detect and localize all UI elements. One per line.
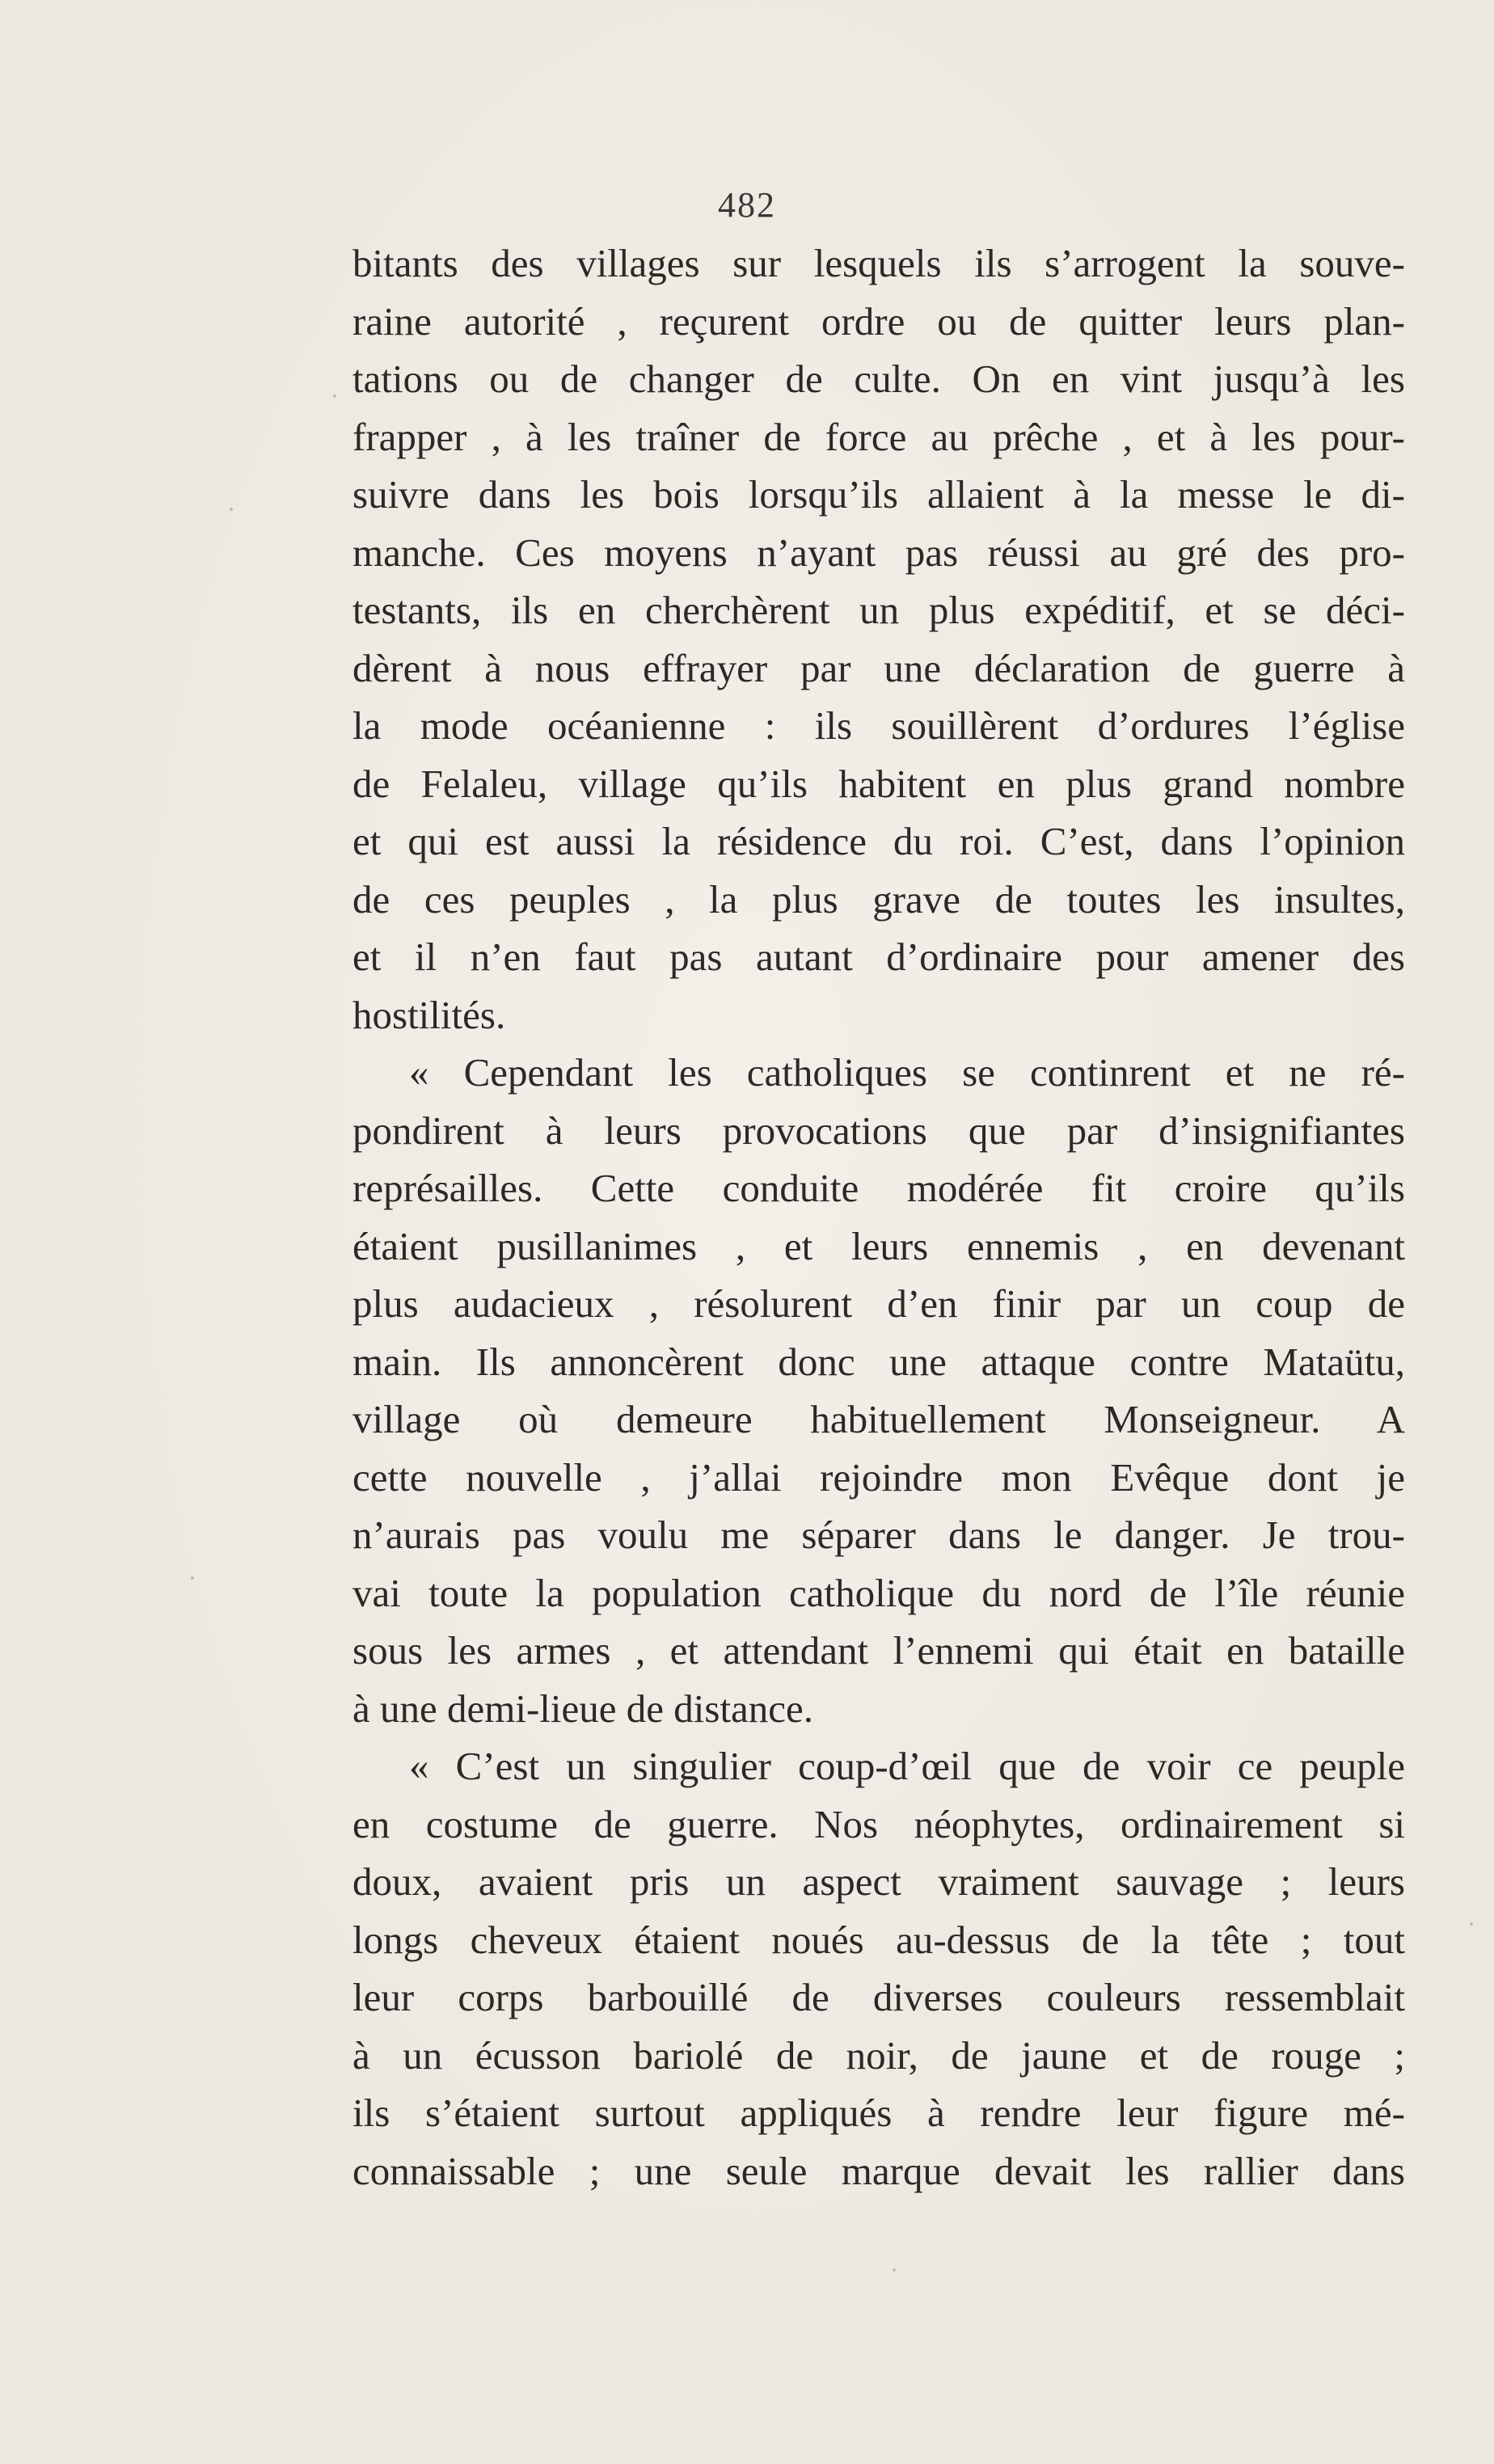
text-line: à un écusson bariolé de noir, de jaune et de rouge ;	[352, 2032, 1405, 2078]
text-line: manche. Ces moyens n’ayant pas réussi au gré des pro-	[352, 530, 1405, 575]
page-number: 482	[718, 185, 776, 225]
text-line: étaient pusillanimes , et leurs ennemis , en devenant	[352, 1223, 1405, 1268]
text-line: village où demeure habituellement Monseigneur. A	[352, 1397, 1405, 1441]
paragraph-end-line: hostilités.	[352, 992, 506, 1037]
text-line: de ces peuples , la plus grave de toutes les insultes,	[352, 876, 1405, 922]
paragraph-start-line: « Cependant les catholiques se continrent et ne ré-	[409, 1050, 1405, 1095]
text-line: vai toute la population catholique du nord de l’île réunie	[352, 1570, 1405, 1615]
text-line: de Felaleu, village qu’ils habitent en plus grand nombre	[352, 761, 1405, 806]
paper-speck	[1470, 1922, 1473, 1926]
text-line: tations ou de changer de culte. On en vint jusqu’à les	[352, 357, 1405, 401]
text-line: ils s’étaient surtout appliqués à rendre leur figure mé-	[352, 2091, 1405, 2135]
text-line: en costume de guerre. Nos néophytes, ordinairement si	[352, 1801, 1405, 1846]
paper-speck	[191, 1576, 194, 1580]
text-line: dèrent à nous effrayer par une déclaration de guerre à	[352, 645, 1405, 690]
text-line: leur corps barbouillé de diverses couleurs ressemblait	[352, 1975, 1405, 2019]
text-line: testants, ils en cherchèrent un plus expéditif, et se déci-	[352, 588, 1405, 632]
text-line: frapper , à les traîner de force au prêche , et à les pour-	[352, 414, 1405, 459]
paragraph-start-line: « C’est un singulier coup-d’œil que de voir ce peuple	[409, 1744, 1405, 1788]
paragraph-end-line: à une demi-lieue de distance.	[352, 1686, 814, 1731]
text-line: et qui est aussi la résidence du roi. C’est, dans l’opinion	[352, 819, 1405, 863]
paper-speck	[230, 508, 233, 511]
paper-speck	[893, 2268, 896, 2272]
text-line: pondirent à leurs provocations que par d’insignifiantes	[352, 1108, 1405, 1153]
text-line: longs cheveux étaient noués au-dessus de la tête ; tout	[352, 1917, 1405, 1962]
text-line: représailles. Cette conduite modérée fit croire qu’ils	[352, 1166, 1405, 1210]
text-line: connaissable ; une seule marque devait les rallier dans	[352, 2148, 1405, 2193]
text-line: main. Ils annoncèrent donc une attaque contre Mataütu,	[352, 1339, 1405, 1384]
text-line: et il n’en faut pas autant d’ordinaire pour amener des	[352, 935, 1405, 979]
paper-speck	[333, 394, 336, 398]
text-line: raine autorité , reçurent ordre ou de quitter leurs plan-	[352, 298, 1405, 344]
text-line: n’aurais pas voulu me séparer dans le danger. Je trou-	[352, 1513, 1405, 1557]
text-line: doux, avaient pris un aspect vraiment sauvage ; leurs	[352, 1859, 1405, 1904]
text-line: la mode océanienne : ils souillèrent d’ordures l’église	[352, 703, 1405, 748]
text-line: bitants des villages sur lesquels ils s’arrogent la souve-	[352, 241, 1405, 285]
text-line: suivre dans les bois lorsqu’ils allaient à la messe le di-	[352, 472, 1405, 517]
body-text	[352, 234, 1405, 2200]
text-line: cette nouvelle , j’allai rejoindre mon Evêque dont je	[352, 1454, 1405, 1500]
text-line: sous les armes , et attendant l’ennemi qui était en bataille	[352, 1628, 1405, 1673]
text-line: plus audacieux , résolurent d’en finir par un coup de	[352, 1281, 1405, 1326]
